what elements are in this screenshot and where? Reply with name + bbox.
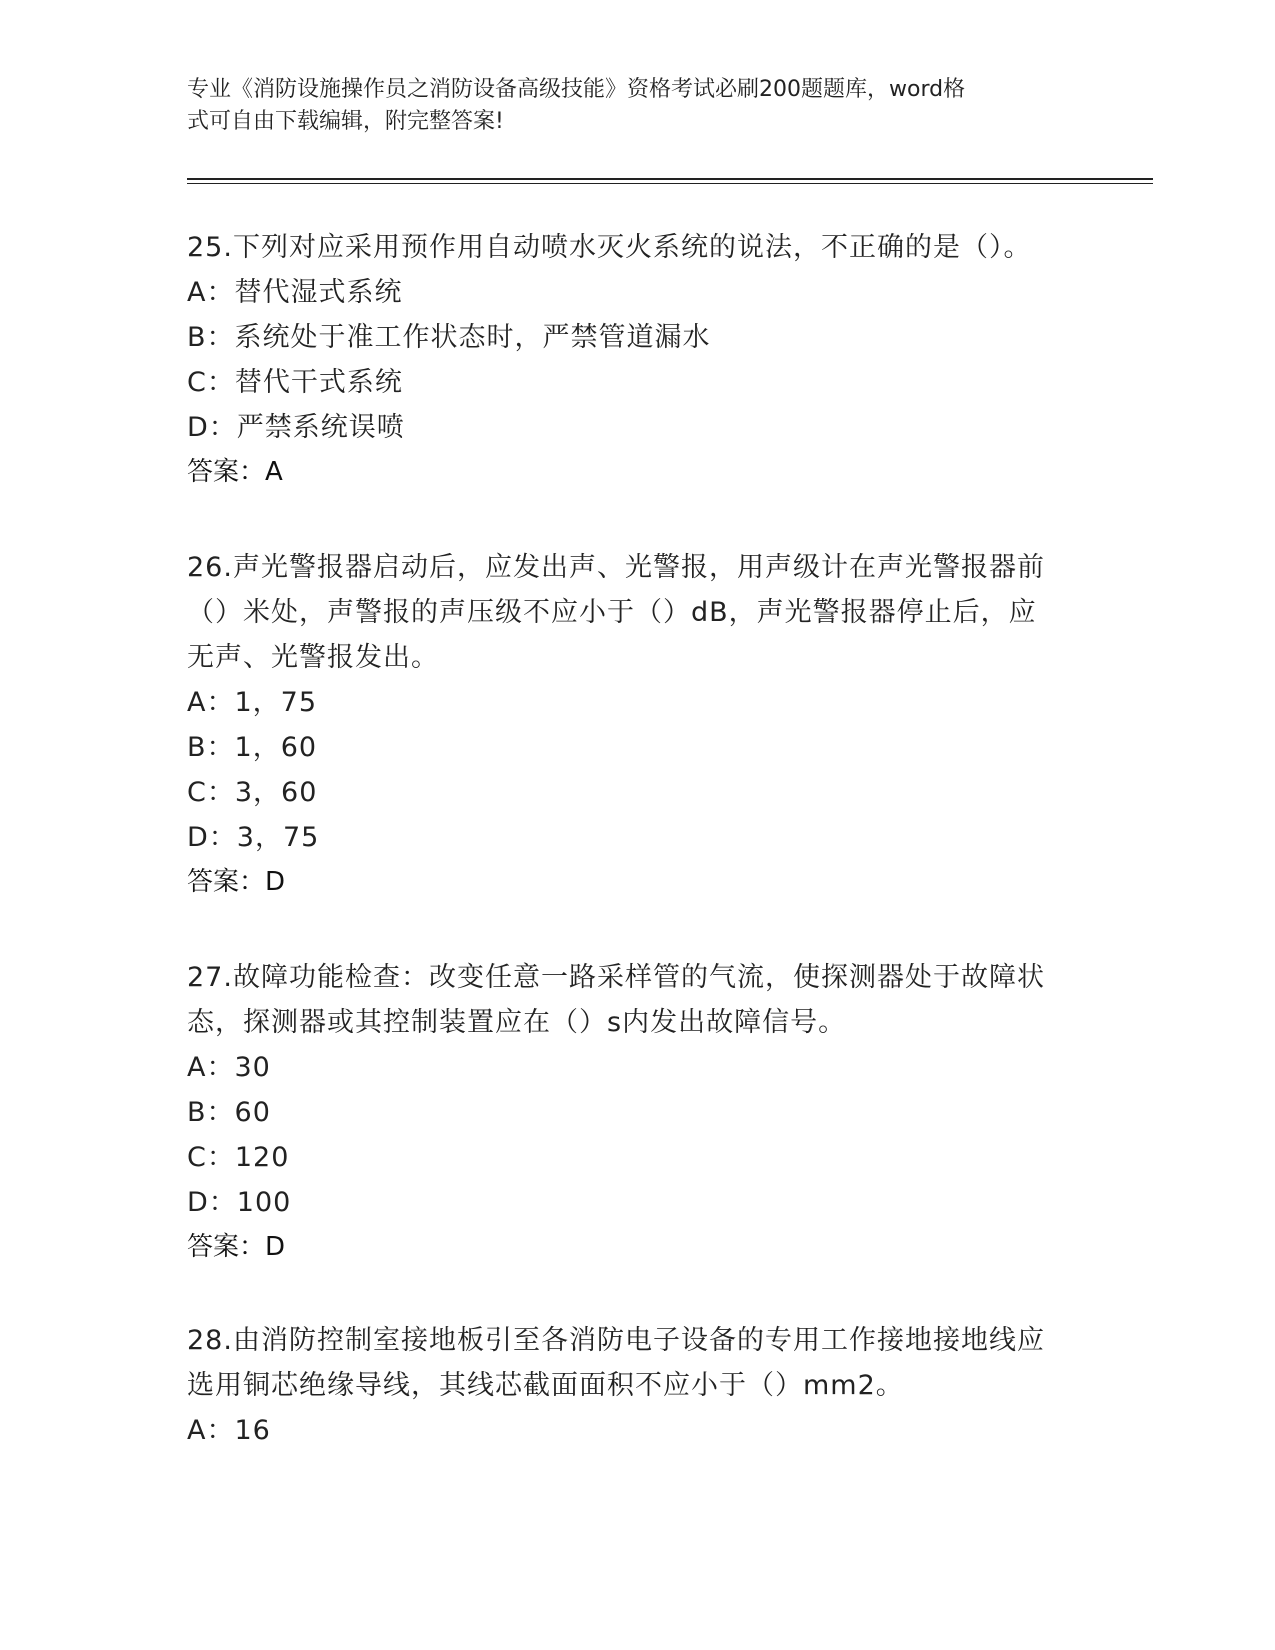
header-divider-thin (187, 183, 1153, 184)
question-stem-line-2: 选用铜芯绝缘导线，其线芯截面面积不应小于（）mm2。 (187, 1370, 904, 1401)
option-a: A：1，75 (187, 687, 318, 718)
header-line-2: 式可自由下载编辑，附完整答案! (187, 109, 504, 134)
question-stem-line-1: 27.故障功能检查：改变任意一路采样管的气流，使探测器处于故障状 (187, 962, 1045, 993)
option-d: D：100 (187, 1187, 292, 1218)
question-stem-line-2: 态，探测器或其控制装置应在（）s内发出故障信号。 (187, 1007, 847, 1038)
option-c: C：替代干式系统 (187, 367, 403, 398)
option-c: C：3，60 (187, 777, 318, 808)
option-a: A：替代湿式系统 (187, 277, 403, 308)
question-stem-line-1: 28.由消防控制室接地板引至各消防电子设备的专用工作接地接地线应 (187, 1325, 1045, 1356)
option-b: B：1，60 (187, 732, 318, 763)
header-divider-thick (187, 178, 1153, 180)
option-b: B：系统处于准工作状态时，严禁管道漏水 (187, 322, 711, 353)
question-stem-line-1: 26.声光警报器启动后，应发出声、光警报，用声级计在声光警报器前 (187, 552, 1045, 583)
option-d: D：严禁系统误喷 (187, 412, 405, 443)
question-27 (187, 955, 1087, 1270)
document-header (187, 74, 1067, 138)
option-a: A：16 (187, 1415, 271, 1446)
question-26 (187, 545, 1087, 905)
header-line-1: 专业《消防设施操作员之消防设备高级技能》资格考试必刷200题题库，word格 (187, 77, 966, 102)
question-stem-line-3: 无声、光警报发出。 (187, 642, 439, 673)
question-28 (187, 1318, 1087, 1453)
question-25 (187, 225, 1087, 495)
option-a: A：30 (187, 1052, 271, 1083)
question-stem: 25.下列对应采用预作用自动喷水灭火系统的说法，不正确的是（）。 (187, 232, 1032, 263)
option-d: D：3，75 (187, 822, 320, 853)
answer: 答案：D (187, 867, 286, 897)
option-b: B：60 (187, 1097, 271, 1128)
question-stem-line-2: （）米处，声警报的声压级不应小于（）dB，声光警报器停止后，应 (187, 597, 1037, 628)
answer: 答案：A (187, 457, 283, 487)
answer: 答案：D (187, 1232, 286, 1262)
option-c: C：120 (187, 1142, 290, 1173)
